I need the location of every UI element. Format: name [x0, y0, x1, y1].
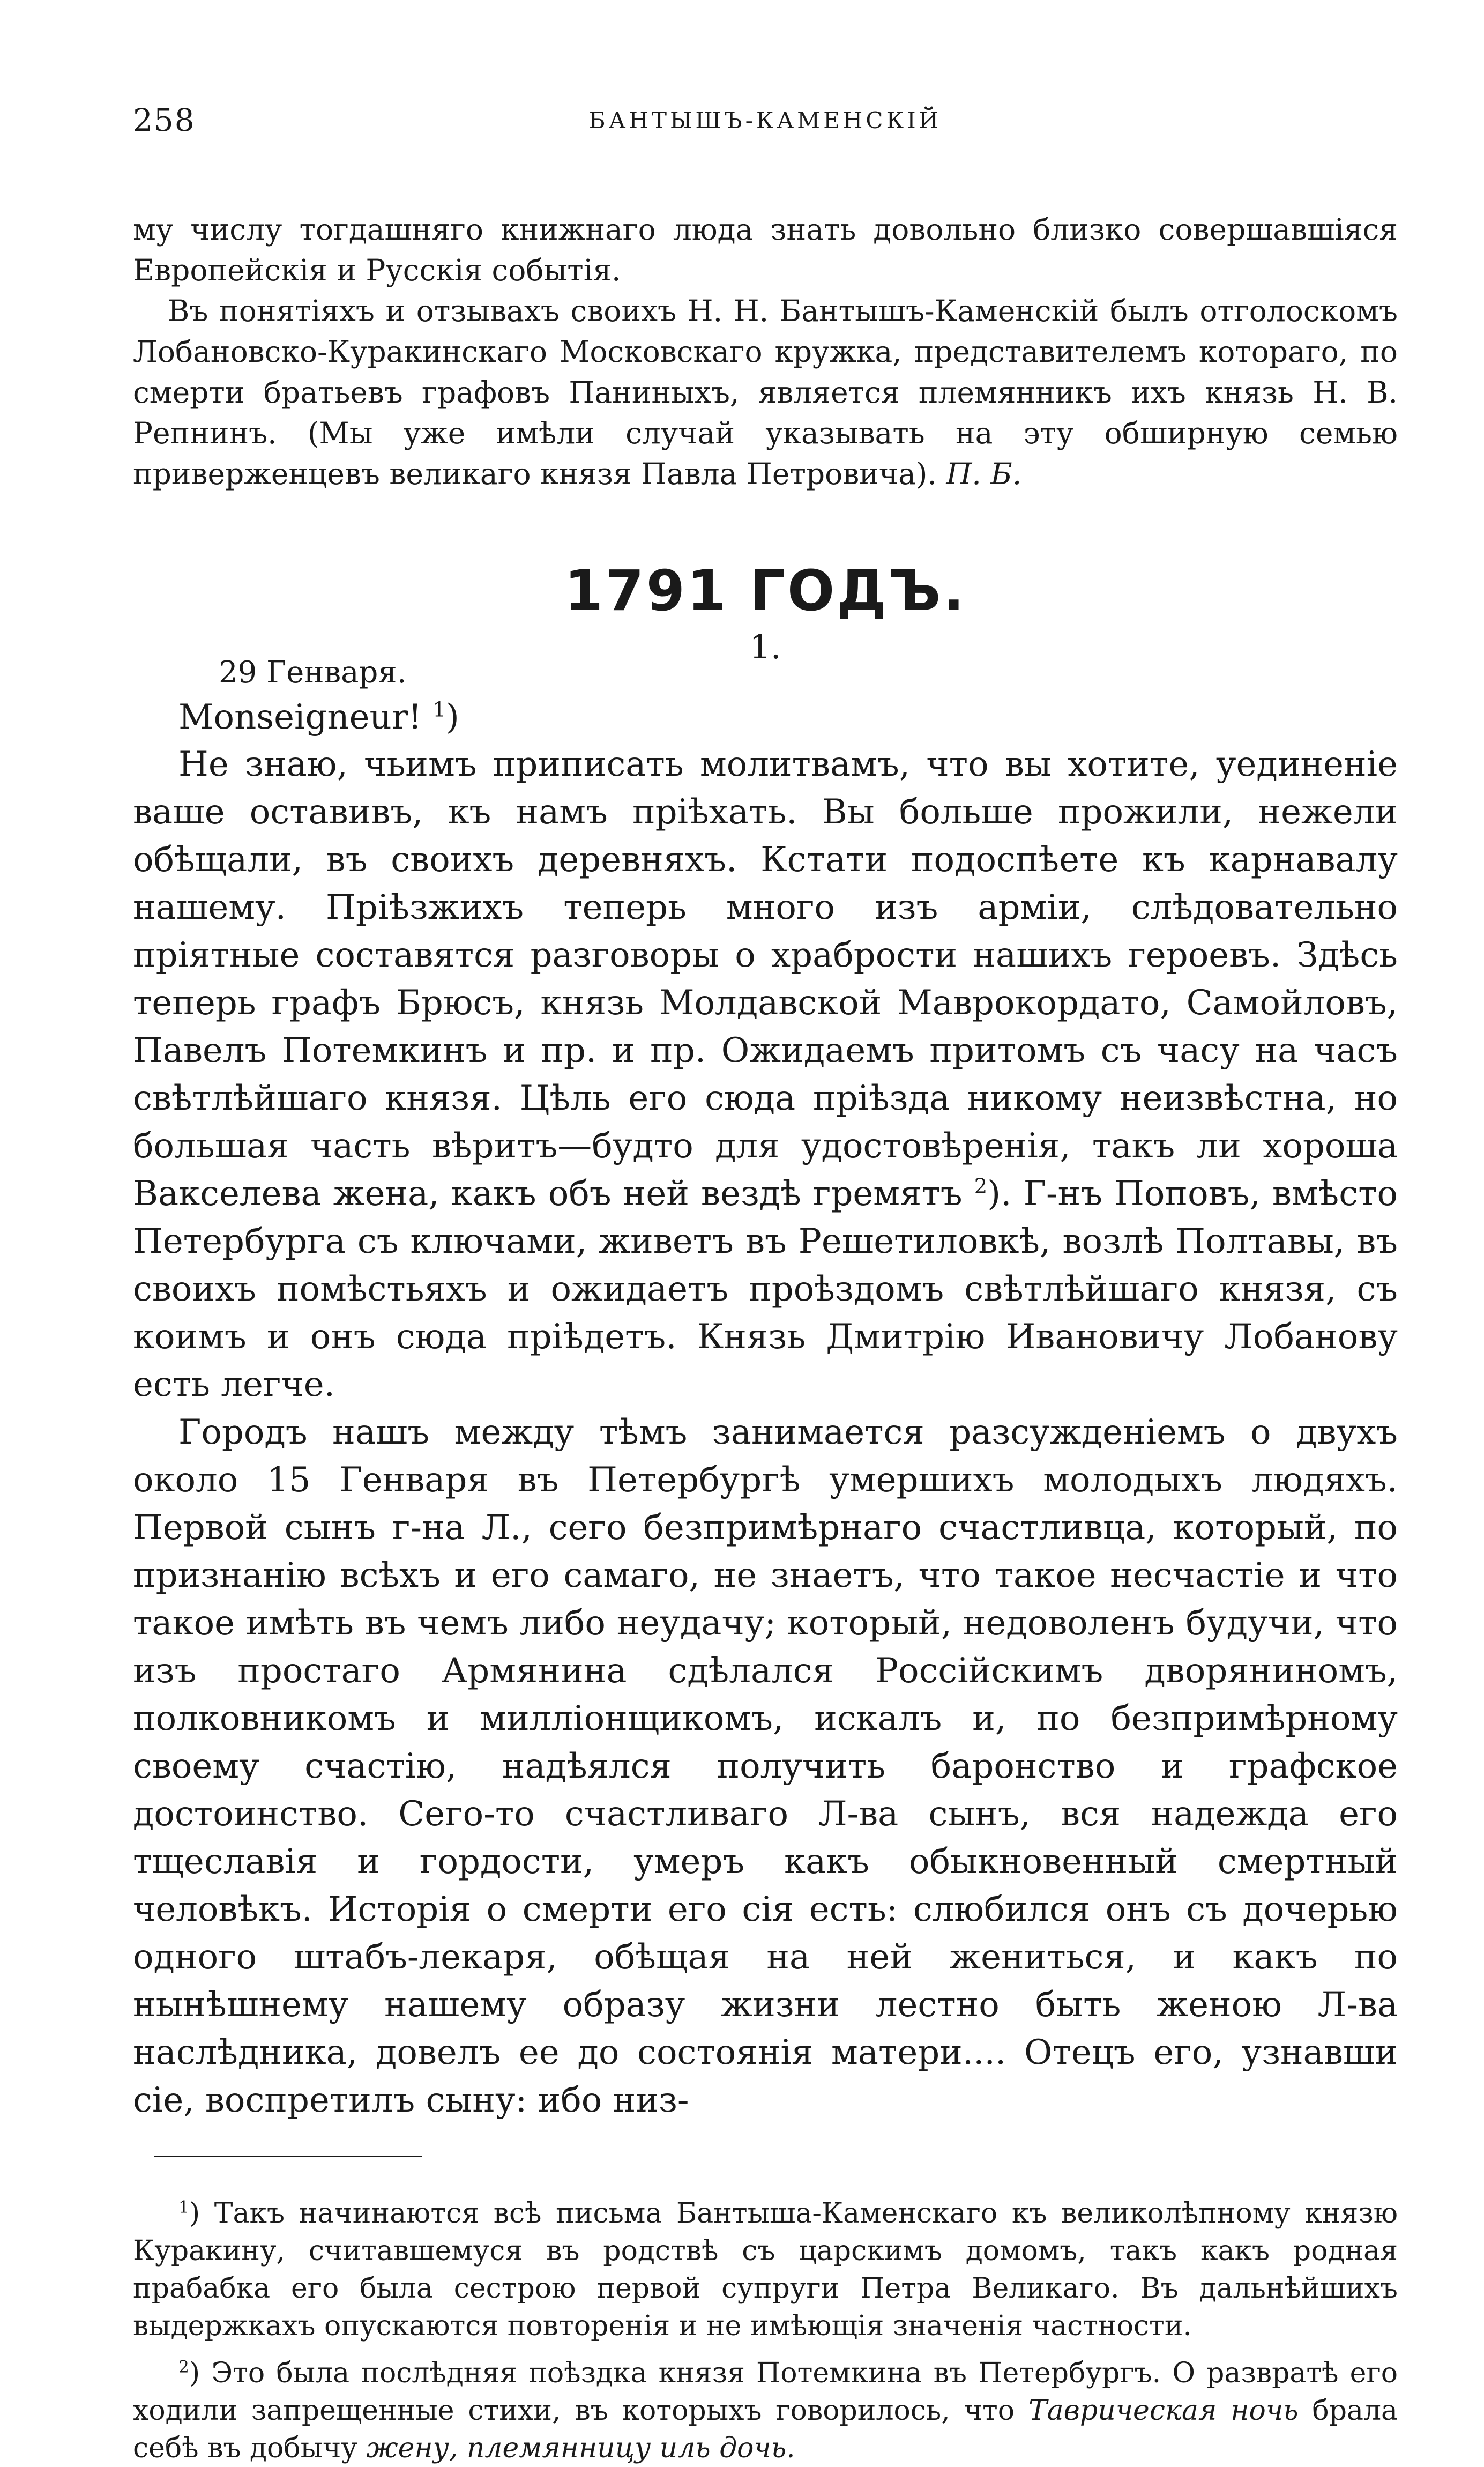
page-number: 258	[133, 102, 196, 138]
intro-paragraph-2	[133, 291, 1398, 494]
intro-signature: П. Б.	[946, 457, 1022, 491]
running-title: БАНТЫШЪ-КАМЕНСКІЙ	[588, 107, 942, 133]
letter-paragraph-2: Городъ нашъ между тѣмъ занимается разсужденіемъ о двухъ около 15 Генваря въ Петербургѣ умершихъ молодыхъ людяхъ. Первой сынъ г-на Л., сего безпримѣрнаго счастливца, который, по признанію всѣхъ и его самаго, не знаетъ, что такое несчастіе и что такое имѣть въ чемъ либо неудачу; который, недоволенъ будучи, что изъ простаго Армянина сдѣлался Россійскимъ дворяниномъ, полковникомъ и милліонщикомъ, искалъ и, по безпримѣрному своему счастію, надѣялся получить баронство и графское достоинство. Сего-то счастливаго Л-ва сынъ, вся надежда его тщеславія и гордости, умеръ какъ обыкновенный смертный человѣкъ. Исторія о смерти его сія есть: слюбился онъ съ дочерью одного штабъ-лекаря, обѣщая на ней жениться, и какъ по нынѣшнему нашему образу жизни лестно быть женою Л-ва наслѣдника, довелъ ее до состоянія матери.... Отецъ его, узнавши сіе, воспретилъ сыну: ибо низ-	[133, 1413, 1398, 2120]
footnote-ref-1: 1	[432, 697, 446, 722]
letter-date: 29 Генваря.	[219, 655, 407, 690]
footnotes	[133, 2195, 1398, 2467]
letter-number: 1.	[749, 627, 781, 666]
footnote-1-text: Такъ начинаются всѣ письма Бантыша-Каменскаго къ великолѣпному князю Куракину, считавшемуся въ родствѣ съ царскимъ домомъ, такъ какъ родная прабабка его была сестрою первой супруги Петра Великаго. Въ дальнѣйшихъ выдержкахъ опускаются повторенія и не имѣющія значенія частности.	[133, 2197, 1398, 2342]
year-heading: 1791 ГОДЪ.	[564, 558, 967, 623]
salutation-text: Monseigneur!	[178, 697, 422, 737]
intro-paragraph-2-text: Въ понятіяхъ и отзывахъ своихъ Н. Н. Бантышъ-Каменскій былъ отголоскомъ Лобановско-Куракинскаго Московскаго кружка, представителемъ котораго, по смерти братьевъ графовъ Паниныхъ, является племянникъ ихъ князь Н. В. Репнинъ. (Мы уже имѣли случай указывать на эту обширную семью приверженцевъ великаго князя Павла Петровича).	[133, 294, 1398, 491]
letter-body	[133, 741, 1398, 2124]
footnote-ref-2: 2	[974, 1174, 988, 1199]
book-page	[133, 102, 1398, 2464]
salutation: Monseigneur! $^1$)	[178, 697, 459, 737]
footnote-2-italic-1: Таврическая ночь	[1028, 2395, 1299, 2427]
footnote-2-mark: 2	[178, 2357, 189, 2377]
footnote-1: $^1$) Такъ начинаются всѣ письма Бантыша-Каменскаго къ великолѣпному князю Куракину, считавшемуся въ родствѣ съ царскимъ домомъ, такъ какъ родная прабабка его была сестрою первой супруги Петра Великаго. Въ дальнѣйшихъ выдержкахъ опускаются повторенія и не имѣющія значенія частности.	[133, 2197, 1398, 2342]
footnote-2: $^2$) Это была послѣдняя поѣздка князя Потемкина въ Петербургъ. О развратѣ его ходили запрещенные стихи, въ которыхъ говорилось, что Таврическая ночь брала себѣ въ добычу жену, племянницу иль дочь.	[133, 2357, 1398, 2464]
running-head	[133, 102, 1398, 150]
letter-paragraph-1-text-b: . Г-нъ Поповъ, вмѣсто Петербурга съ ключами, живетъ въ Решетиловкѣ, возлѣ Полтавы, въ своихъ помѣстьяхъ и ожидаетъ проѣздомъ свѣтлѣйшаго князя, съ коимъ и онъ сюда пріѣдетъ. Князь Дмитрію Ивановичу Лобанову есть легче.	[133, 1174, 1398, 1405]
footnote-2-text-a: Это была послѣдняя поѣздка князя Потемкина въ Петербургъ. О развратѣ его ходили запрещенные стихи, въ которыхъ говорилось, что	[133, 2357, 1398, 2427]
footnote-2-text-b: брала себѣ въ добычу	[133, 2395, 1398, 2464]
letter-paragraph-1: Не знаю, чьимъ приписать молитвамъ, что вы хотите, уединеніе ваше оставивъ, къ намъ пріѣхать. Вы больше прожили, нежели обѣщали, въ своихъ деревняхъ. Кстати подоспѣете къ карнавалу нашему. Пріѣзжихъ теперь много изъ арміи, слѣдовательно пріятные составятся разговоры о храбрости нашихъ героевъ. Здѣсь теперь графъ Брюсъ, князь Молдавской Маврокордато, Самойловъ, Павелъ Потемкинъ и пр. и пр. Ожидаемъ притомъ съ часу на часъ свѣтлѣйшаго князя. Цѣль его сюда пріѣзда никому неизвѣстна, но большая часть вѣритъ—будто для удостовѣренія, такъ ли хороша Вакселева жена, какъ объ ней вездѣ гремятъ $^2$). Г-нъ Поповъ, вмѣсто Петербурга съ ключами, живетъ въ Решетиловкѣ, возлѣ Полтавы, въ своихъ помѣстьяхъ и ожидаетъ проѣздомъ свѣтлѣйшаго князя, съ коимъ и онъ сюда пріѣдетъ. Князь Дмитрію Ивановичу Лобанову есть легче.	[133, 745, 1398, 1405]
letter-paragraph-1-text-a: Не знаю, чьимъ приписать молитвамъ, что вы хотите, уединеніе ваше оставивъ, къ намъ пріѣхать. Вы больше прожили, нежели обѣщали, въ своихъ деревняхъ. Кстати подоспѣете къ карнавалу нашему. Пріѣзжихъ теперь много изъ арміи, слѣдовательно пріятные составятся разговоры о храбрости нашихъ героевъ. Здѣсь теперь графъ Брюсъ, князь Молдавской Маврокордато, Самойловъ, Павелъ Потемкинъ и пр. и пр. Ожидаемъ притомъ съ часу на часъ свѣтлѣйшаго князя. Цѣль его сюда пріѣзда никому неизвѣстна, но большая часть вѣритъ—будто для удостовѣренія, такъ ли хороша Вакселева жена, какъ объ ней вездѣ гремятъ	[133, 745, 1398, 1214]
footnote-rule	[154, 2156, 422, 2157]
intro-paragraph-1: му числу тогдашняго книжнаго люда знать довольно близко совершавшіяся Европейскія и Русскія событія.	[133, 212, 1398, 287]
footnote-1-mark: 1	[178, 2197, 189, 2217]
intro-section	[133, 209, 1398, 494]
footnote-2-italic-2: жену, племянницу иль дочь.	[366, 2432, 795, 2464]
